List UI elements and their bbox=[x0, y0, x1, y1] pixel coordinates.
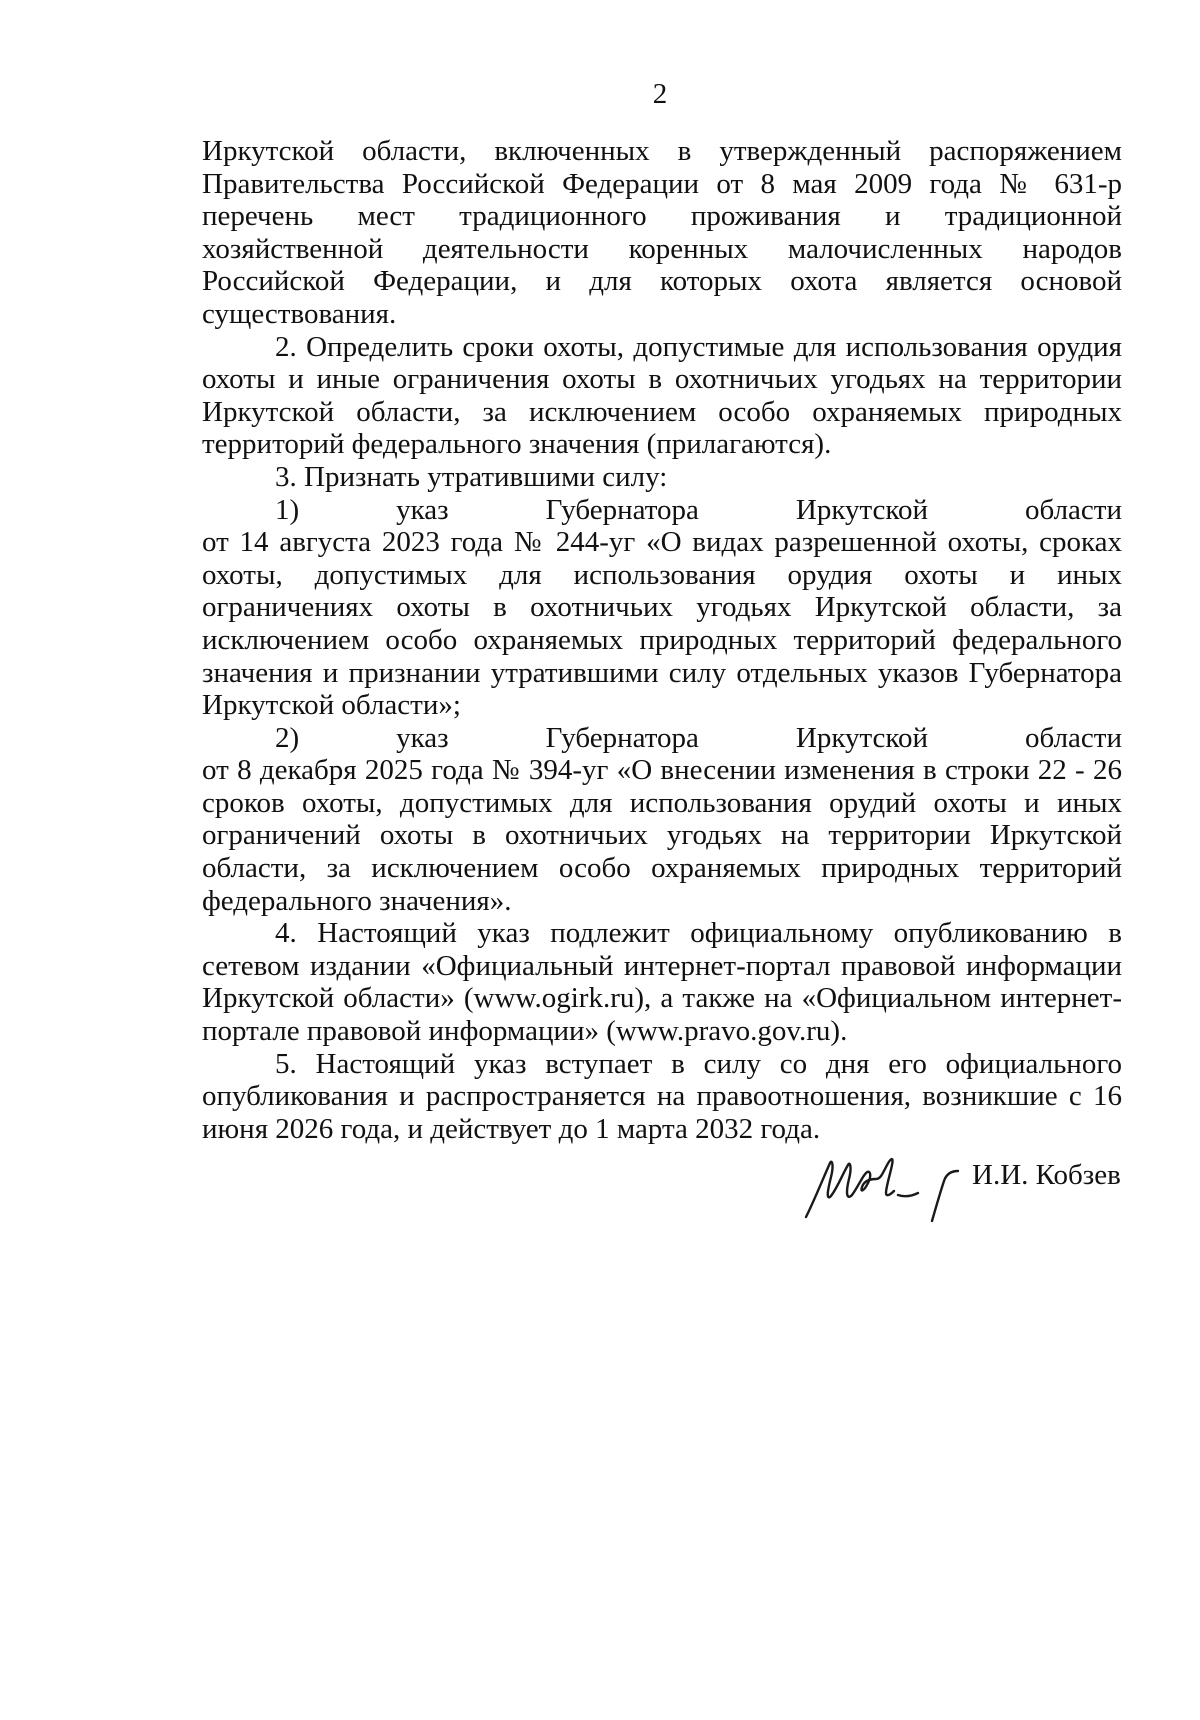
handwritten-signature bbox=[800, 1135, 980, 1230]
signature-block bbox=[800, 1135, 1130, 1230]
item-2-number: 2) bbox=[275, 721, 300, 754]
item-2-word: области bbox=[1025, 721, 1122, 754]
item-2-word: Иркутской bbox=[795, 721, 929, 754]
document-body bbox=[202, 135, 1122, 1145]
item-1-number: 1) bbox=[275, 493, 300, 526]
item-1-word: Иркутской bbox=[795, 493, 929, 526]
item-1-word: Губернатора bbox=[545, 493, 699, 526]
paragraph-3: 3. Признать утратившими силу: bbox=[275, 460, 668, 493]
paragraph-2: 2. Определить сроки охоты, допустимые для использования орудия охоты и иные ограничения охоты в охотничьих угодьях на территории Иркутской области, за исключением особо охраняемых природных территорий федерального значения (прилагаются). bbox=[202, 330, 1122, 461]
item-2-word: указ bbox=[396, 721, 449, 754]
item-1-text: от 14 августа 2023 года № 244-уг «О видах разрешенной охоты, сроках охоты, допустимых для использования орудия охоты и иных ограничениях охоты в охотничьих угодьях Иркутской области, за исключением особо охраняемых природных территорий федерального значения и признании утратившими силу отдельных указов Губернатора Иркутской области»; bbox=[202, 526, 1122, 722]
paragraph-5: 5. Настоящий указ вступает в силу со дня его официального опубликования и распространяется на правоотношения, возникшие с 16 июня 2026 года, и действует до 1 марта 2032 года. bbox=[202, 1047, 1122, 1145]
item-2-word: Губернатора bbox=[545, 721, 699, 754]
paragraph-4: 4. Настоящий указ подлежит официальному опубликованию в сетевом издании «Официальный интернет-портал правовой информации Иркутской области» (www.ogirk.ru), а также на «Официальном интернет-портале правовой информации» (www.pravo.gov.ru). bbox=[202, 917, 1122, 1048]
item-1-first-line bbox=[202, 494, 1122, 527]
item-1-word: области bbox=[1025, 493, 1122, 526]
paragraph-continuation: Иркутской области, включенных в утвержденный распоряжением Правительства Российской Федерации от 8 мая 2009 года № 631-р перечень мест традиционного проживания и традиционной хозяйственной деятельности коренных малочисленных народов Российской Федерации, и для которых охота является основой существования. bbox=[202, 135, 1122, 330]
item-2-first-line bbox=[202, 722, 1122, 755]
item-1-word: указ bbox=[396, 493, 449, 526]
item-2-text: от 8 декабря 2025 года № 394-уг «О внесении изменения в строки 22 - 26 сроков охоты, допустимых для использования орудий охоты и иных ограничений охоты в охотничьих угодьях на территории Иркутской области, за исключением особо охраняемых природных территорий федерального значения». bbox=[202, 754, 1122, 917]
signer-name: И.И. Кобзев bbox=[972, 1159, 1121, 1191]
page-number: 2 bbox=[652, 78, 668, 110]
